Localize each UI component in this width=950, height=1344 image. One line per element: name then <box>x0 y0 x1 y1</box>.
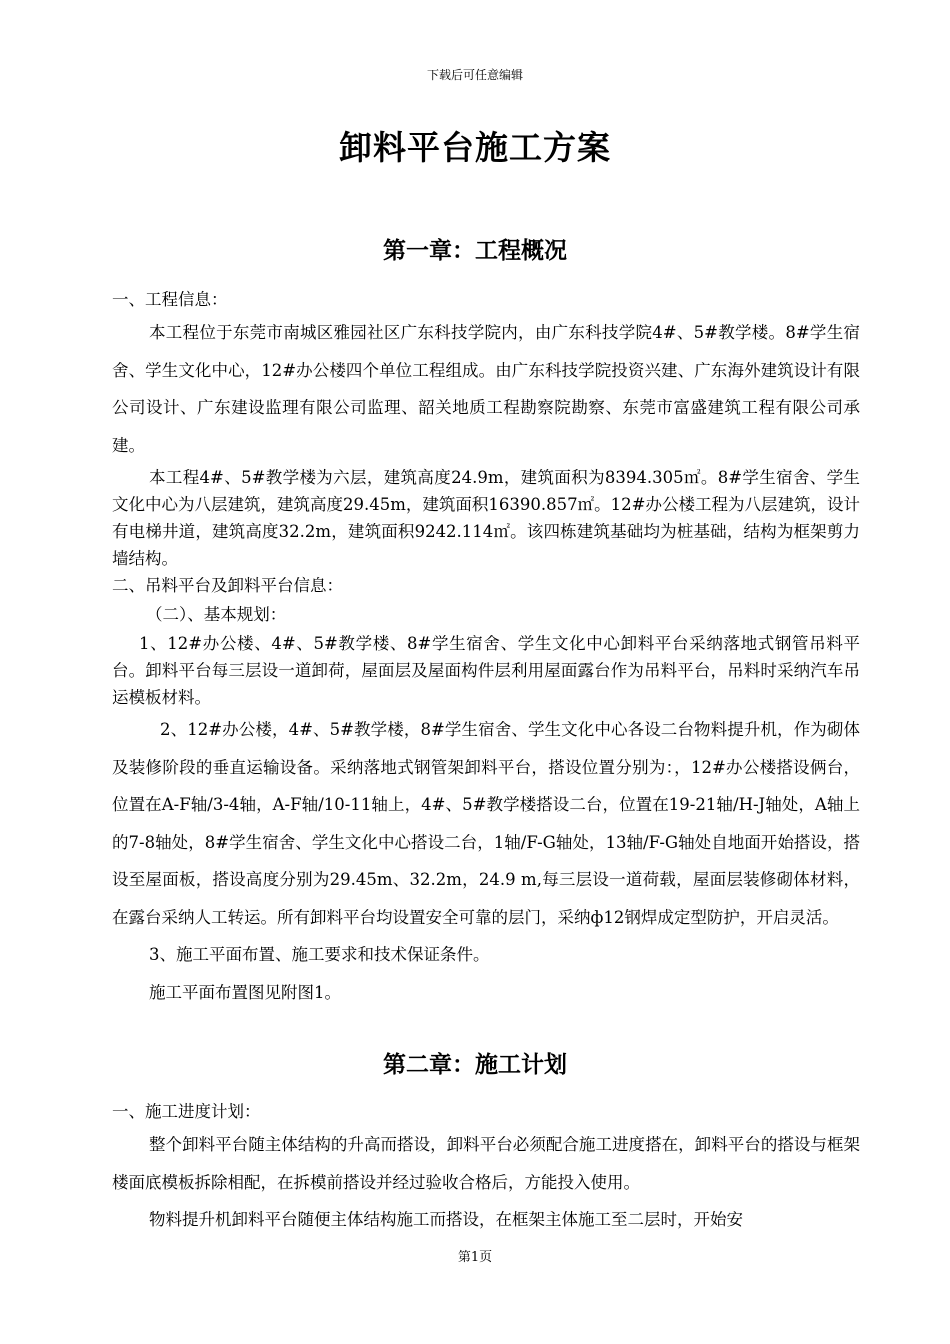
section-schedule: 一、施工进度计划： <box>112 1102 261 1121</box>
paragraph-schedule-1: 整个卸料平台随主体结构的升高而搭设，卸料平台必须配合施工进度搭在，卸料平台的搭设与框架楼面底模板拆除相配，在拆模前搭设并经过验收合格后，方能投入使用。 <box>112 1135 860 1192</box>
chapter-1-heading: 第一章：工程概况 <box>383 237 567 264</box>
paragraph-building-data: 本工程4#、5#教学楼为六层，建筑高度24.9m，建筑面积为8394.305㎡。8#学生宿舍、学生文化中心为八层建筑，建筑高度29.45m，建筑面积16390.857㎡。12#办公楼工程为八层建筑，设计有电梯井道，建筑高度32.2m，建筑面积9242.114㎡。该四栋建筑基础均为桩基础，结构为框架剪力墙结构。 <box>112 468 860 568</box>
subsection-basic-plan: （二）、基本规划： <box>146 605 287 624</box>
chapter-2-body <box>112 1098 860 1239</box>
page-number: 第1页 <box>457 1250 493 1265</box>
chapter-1-body <box>112 286 860 1011</box>
chapter-2-heading: 第二章：施工计划 <box>383 1051 567 1078</box>
paragraph-plan-item-2: 2、12#办公楼，4#、5#教学楼，8#学生宿舍、学生文化中心各设二台物料提升机，作为砌体及装修阶段的垂直运输设备。采纳落地式钢管架卸料平台，搭设位置分别为：，12#办公楼搭设俩台，位置在A-F轴/3-4轴，A-F轴/10-11轴上，4#、5#教学楼搭设二台，位置在19-21轴/H-J轴处，A轴上的7-8轴处，8#学生宿舍、学生文化中心搭设二台，1轴/F-G轴处，13轴/F-G轴处自地面开始搭设，搭设至屋面板，搭设高度分别为29.45m、32.2m，24.9 m,每三层设一道荷载，屋面层装修砌体材料，在露台采纳人工转运。所有卸料平台均设置安全可靠的层门，采纳ф12钢焊成定型防护，开启灵活。 <box>112 720 860 927</box>
paragraph-schedule-2: 物料提升机卸料平台随便主体结构施工而搭设，在框架主体施工至二层时，开始安 <box>149 1210 743 1229</box>
paragraph-plan-item-3: 3、施工平面布置、施工要求和技术保证条件。 <box>149 945 490 964</box>
section-engineering-info: 一、工程信息： <box>112 290 228 309</box>
paragraph-project-intro: 本工程位于东莞市南城区雅园社区广东科技学院内，由广东科技学院4#、5#教学楼。8#学生宿舍、学生文化中心，12#办公楼四个单位工程组成。由广东科技学院投资兴建、广东海外建筑设计有限公司设计、广东建设监理有限公司监理、韶关地质工程勘察院勘察、东莞市富盛建筑工程有限公司承建。 <box>112 323 860 455</box>
document-title: 卸料平台施工方案 <box>339 128 611 167</box>
paragraph-layout-ref: 施工平面布置图见附图1。 <box>149 982 341 1002</box>
paragraph-plan-item-1: 1、12#办公楼、4#、5#教学楼、8#学生宿舍、学生文化中心卸料平台采纳落地式钢管吊料平台。卸料平台每三层设一道卸荷，屋面层及屋面构件层利用屋面露台作为吊料平台，吊料时采纳汽车吊运模板材料。 <box>112 634 860 707</box>
section-platform-info: 二、吊料平台及卸料平台信息： <box>112 576 343 595</box>
page-header: 下载后可任意编辑 <box>426 68 523 82</box>
